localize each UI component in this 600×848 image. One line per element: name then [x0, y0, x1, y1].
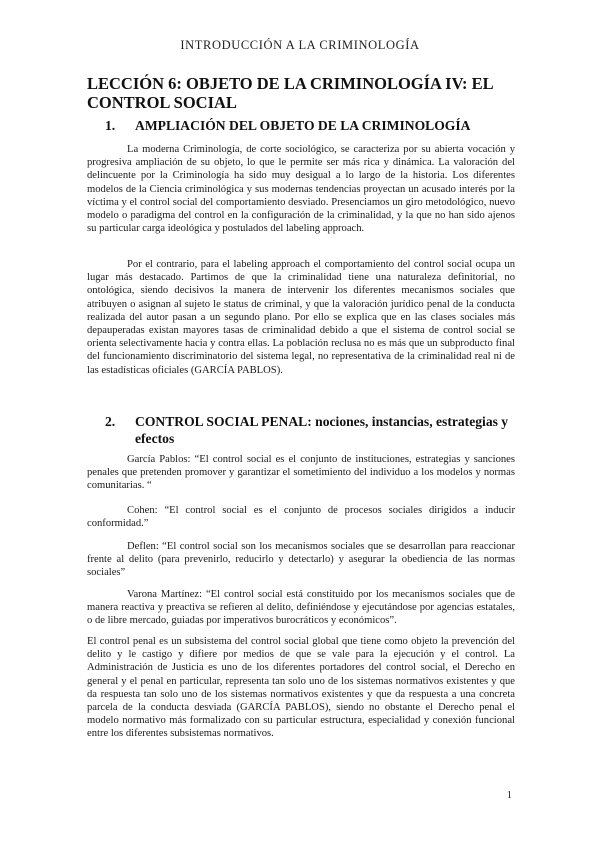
definition-quote: Varona Martínez: “El control social está constituido por los mecanismos sociales que de manera reactiva y preactiva se refieren al delito, definiéndose y ejecutándose por agencias estatales, o de libre mercado, guiadas por imperativos burocráticos y económicos”.: [87, 589, 515, 627]
section-1-paragraph: Por el contrario, para el labeling approach el comportamiento del control social ocupa un lugar más destacado. Partimos de que la criminalidad tiene una naturaleza definitorial, no ontológica, siendo decisivos la manera de intervenir los diferentes mecanismos sociales que atribuyen o asignan al sujeto le status de criminal, y que la valoración jurídico penal de la conducta realizada del autor pasan a un segundo plano. Por ello se explica que en las clases sociales más depauperadas existan mayores tasas de criminalidad debido a que el sistema de control social se orienta selectivamente hacia y contra ellas. La población reclusa no es más que un subproducto final del funcionamiento discriminatorio del sistema legal, no representativa de la criminalidad real ni de las estadísticas oficiales (GARCÍA PABLOS).: [87, 259, 515, 376]
section-1-paragraph: La moderna Criminología, de corte sociológico, se caracteriza por su abierta vocación y progresiva ampliación de su objeto, lo que le permite ser más rica y dinámica. La valoración del delincuente por la Criminología ha sido muy desigual a lo largo de la historia. Los diferentes modelos de la Ciencia criminológica y sus modernas tendencias proyectan un acusado interés por la víctima y el control social del comportamiento desviado. Presenciamos un giro metodológico, nuevo modelo o paradigma del control en la configuración de la criminalidad, y la que no han sido ajenos su particular carga ideológica y postulados del labeling approach.: [87, 144, 515, 235]
section-2-number: 2.: [105, 414, 116, 429]
section-2-heading: [87, 413, 527, 447]
closing-paragraph: El control penal es un subsistema del control social global que tiene como objeto la prevención del delito y le castigo y difiere por medios de que se vale para la ejecución y el control. La Administración de Justicia es uno de los diferentes portadores del control social, el Derecho en general y el penal en particular, representa tan solo uno de los sistemas normativos existentes y que da respuesta tan solo uno de los sistemas normativos existentes y que da respuesta a una concreta parcela de la conducta desviada (GARCÍA PABLOS), siendo no obstante el Derecho penal el modelo normativo más formalizado con su particular estructura, especialidad y conexión funcional entre los diferentes subsistemas normativos.: [87, 636, 515, 740]
definition-quote: Cohen: “El control social es el conjunto de procesos sociales dirigidos a inducir conformidad.”: [87, 505, 515, 530]
section-1-heading: [87, 117, 527, 134]
section-2-title: CONTROL SOCIAL PENAL: nociones, instancias, estrategias y efectos: [135, 414, 509, 446]
definition-quote: Deflen: “El control social son los mecanismos sociales que se desarrollan para reaccionar frente al delito (para prevenirlo, reducirlo y detectarlo) y asegurar la obediencia de las normas sociales”: [87, 541, 515, 579]
running-header: INTRODUCCIÓN A LA CRIMINOLOGÍA: [180, 38, 420, 52]
page-number: 1: [506, 790, 512, 801]
definition-quote: García Pablos: “El control social es el conjunto de instituciones, estrategias y sanciones penales que pretenden promover y garantizar el sometimiento del individuo a los modelos y normas comunitarias. “: [87, 454, 515, 492]
section-1-title: AMPLIACIÓN DEL OBJETO DE LA CRIMINOLOGÍA: [135, 118, 471, 133]
section-1-number: 1.: [105, 118, 116, 133]
lesson-title: LECCIÓN 6: OBJETO DE LA CRIMINOLOGÍA IV: EL CONTROL SOCIAL: [87, 74, 493, 112]
